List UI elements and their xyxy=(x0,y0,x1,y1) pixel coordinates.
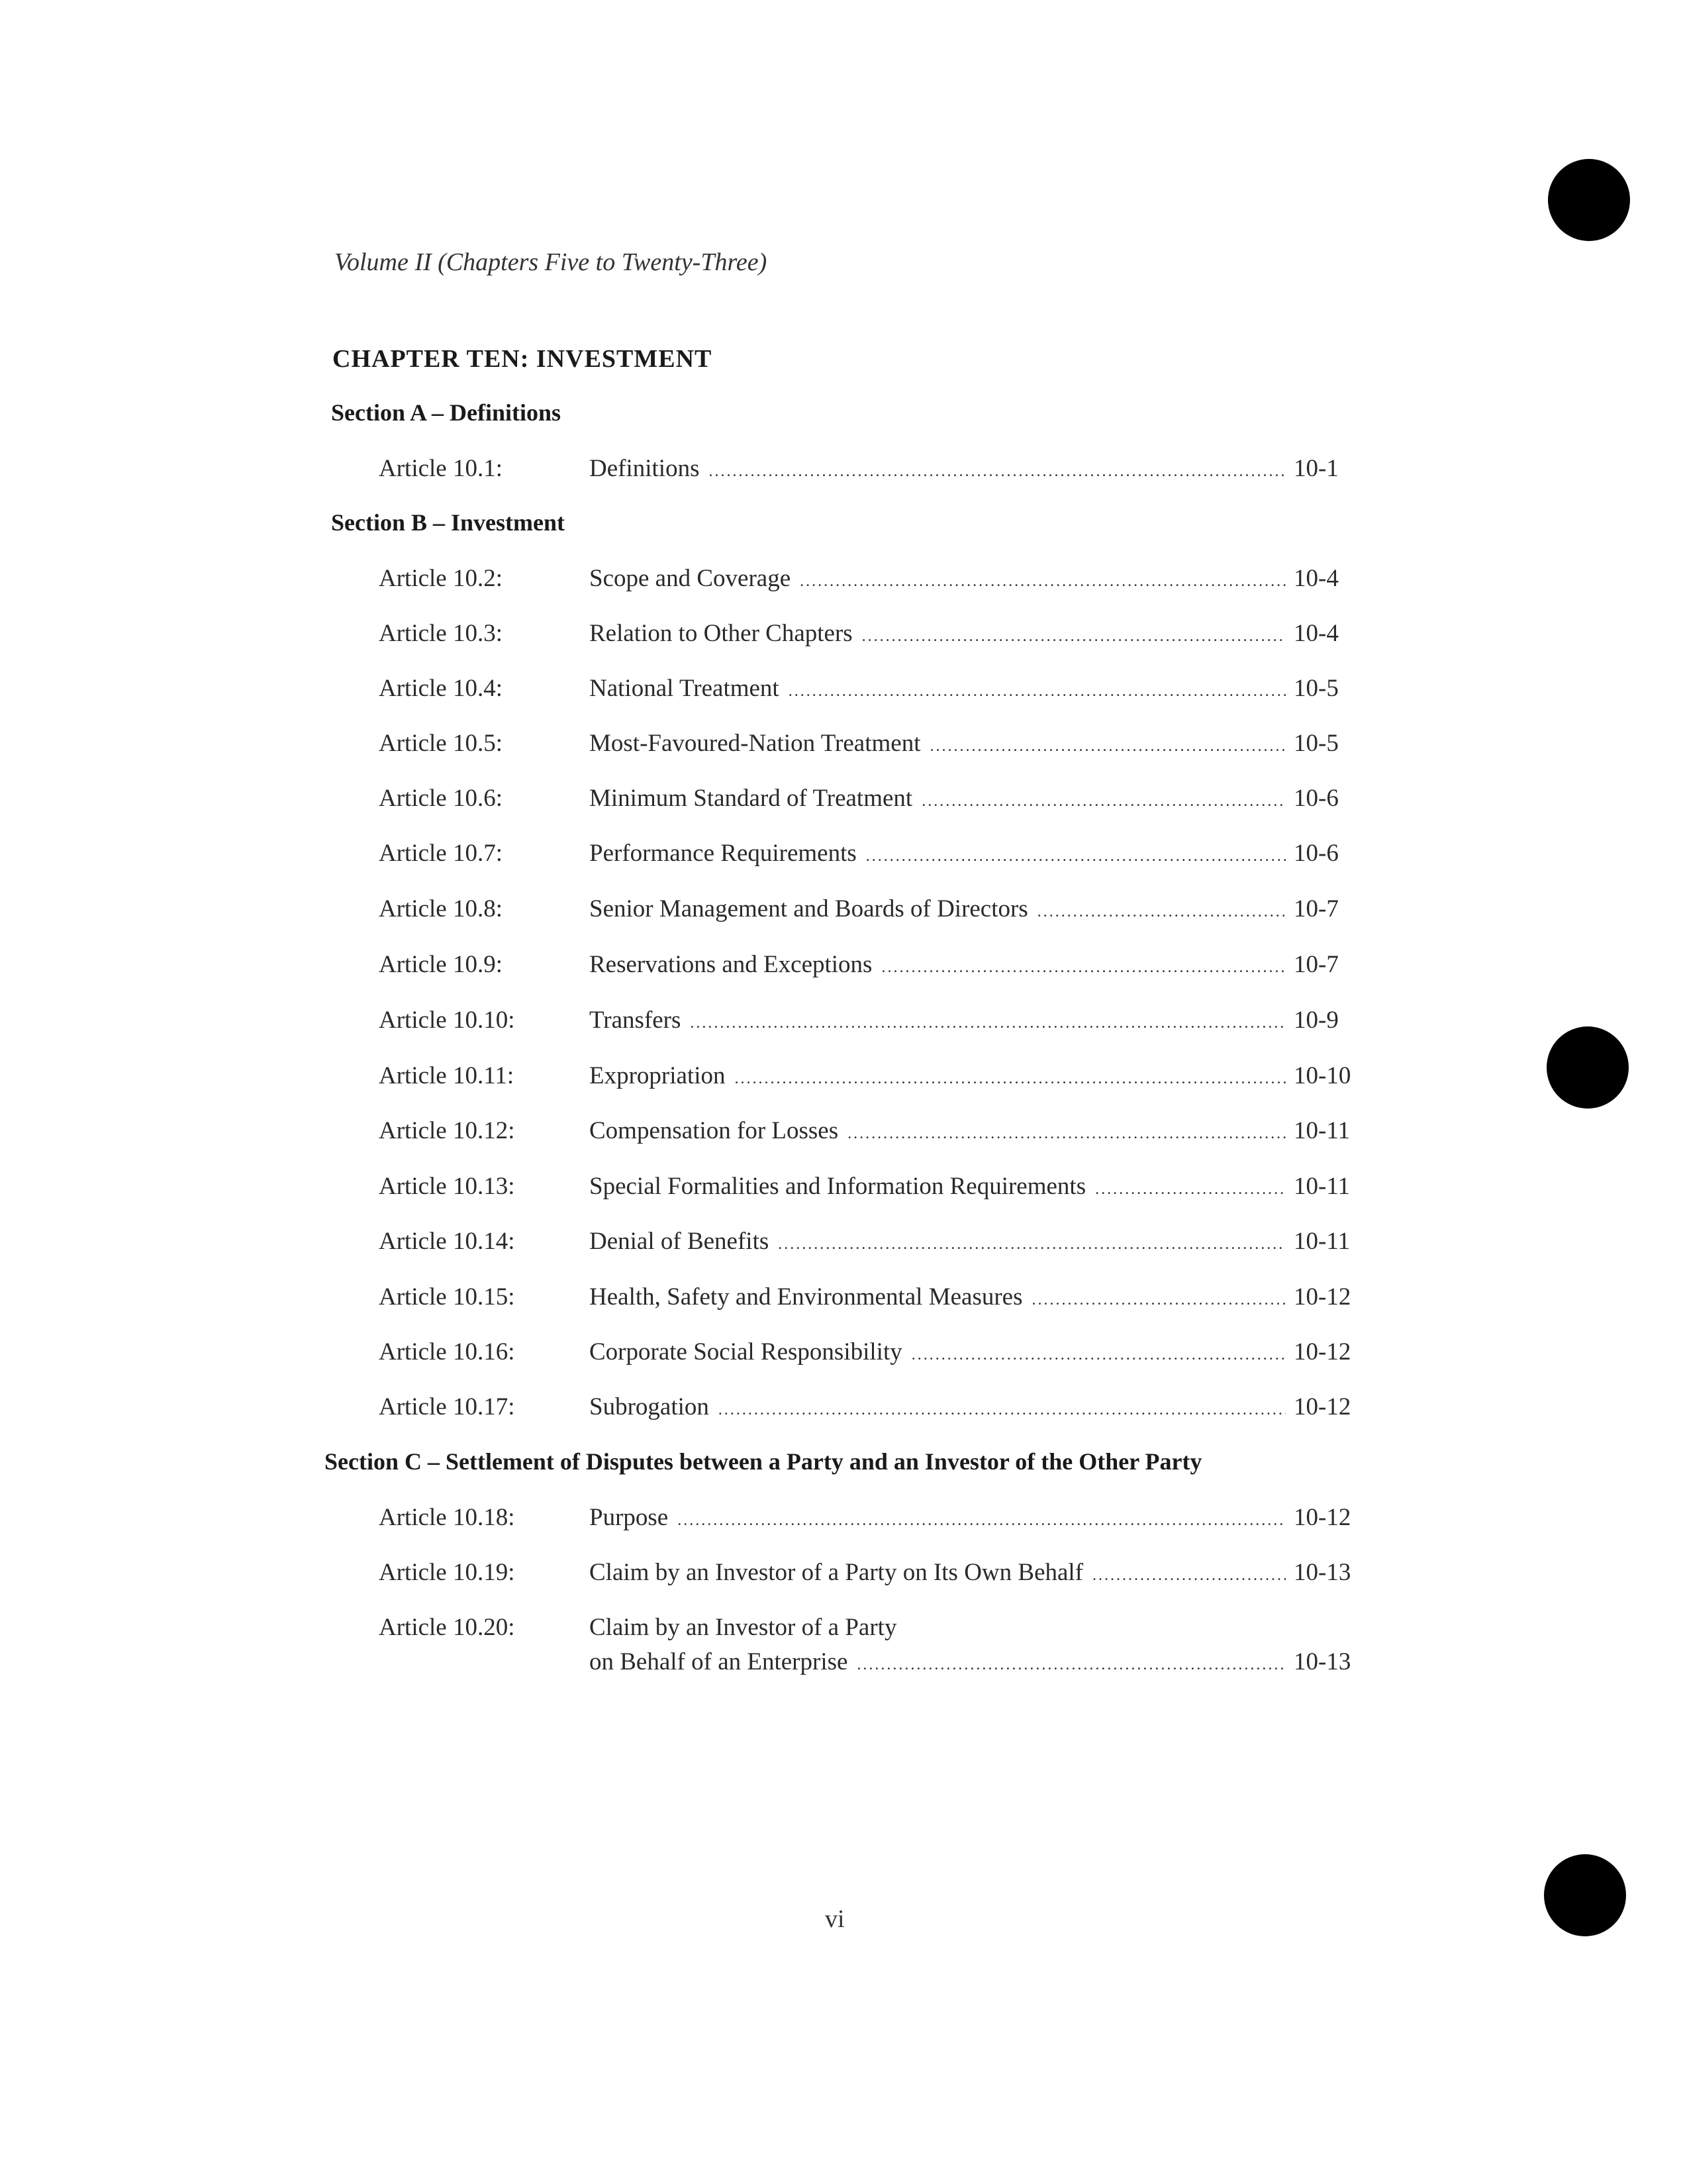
article-title: Scope and Coverage xyxy=(589,565,791,592)
article-title: Transfers xyxy=(589,1007,681,1034)
toc-row xyxy=(0,1117,1683,1150)
article-title: on Behalf of an Enterprise xyxy=(589,1648,848,1675)
toc-row xyxy=(0,674,1683,707)
page-reference: 10-10 xyxy=(1294,1062,1351,1089)
dot-leader xyxy=(1037,903,1286,921)
chapter-heading: CHAPTER TEN: INVESTMENT xyxy=(332,345,712,373)
article-title: Relation to Other Chapters xyxy=(589,620,853,647)
article-number: Article 10.2: xyxy=(379,565,503,592)
article-number: Article 10.6: xyxy=(379,785,503,812)
article-title: Claim by an Investor of a Party on Its Own Behalf xyxy=(589,1559,1084,1586)
section-heading-c: Section C – Settlement of Disputes between a Party and an Investor of the Other Party xyxy=(324,1448,1202,1475)
article-title: Minimum Standard of Treatment xyxy=(589,785,913,812)
dot-leader xyxy=(847,1125,1286,1143)
article-title: Denial of Benefits xyxy=(589,1228,769,1255)
article-number: Article 10.7: xyxy=(379,840,503,867)
page-reference: 10-6 xyxy=(1294,785,1339,812)
article-title: Senior Management and Boards of Directors xyxy=(589,895,1028,922)
page-reference: 10-12 xyxy=(1294,1338,1351,1365)
toc-row xyxy=(0,1558,1683,1591)
dot-leader xyxy=(1032,1291,1286,1309)
article-title: National Treatment xyxy=(589,675,779,702)
article-title: Health, Safety and Environmental Measures xyxy=(589,1283,1023,1311)
dot-leader xyxy=(912,1346,1286,1364)
page-reference: 10-12 xyxy=(1294,1504,1351,1531)
page-reference: 10-11 xyxy=(1294,1228,1350,1255)
dot-leader xyxy=(857,1656,1286,1674)
dot-leader xyxy=(800,573,1286,591)
dot-leader xyxy=(778,1236,1286,1254)
dot-leader xyxy=(708,463,1286,481)
article-number: Article 10.4: xyxy=(379,675,503,702)
article-title: Performance Requirements xyxy=(589,840,857,867)
page-reference: 10-13 xyxy=(1294,1559,1351,1586)
article-number: Article 10.12: xyxy=(379,1117,515,1144)
article-title: Compensation for Losses xyxy=(589,1117,839,1144)
article-number: Article 10.16: xyxy=(379,1338,515,1365)
article-title: Expropriation xyxy=(589,1062,726,1089)
article-title: Subrogation xyxy=(589,1393,709,1420)
toc-row xyxy=(0,729,1683,762)
page-number: vi xyxy=(825,1905,845,1933)
article-number: Article 10.11: xyxy=(379,1062,514,1089)
binder-hole-bottom xyxy=(1544,1854,1626,1936)
article-title: Definitions xyxy=(589,455,700,482)
article-number: Article 10.8: xyxy=(379,895,503,922)
dot-leader xyxy=(922,793,1286,811)
toc-row xyxy=(0,564,1683,597)
toc-row xyxy=(0,1227,1683,1260)
dot-leader xyxy=(690,1015,1286,1032)
toc-row xyxy=(0,839,1683,872)
toc-row xyxy=(0,1503,1683,1536)
dot-leader xyxy=(1095,1181,1286,1199)
toc-row xyxy=(0,454,1683,487)
article-number: Article 10.1: xyxy=(379,455,503,482)
page-reference: 10-12 xyxy=(1294,1283,1351,1311)
article-number: Article 10.18: xyxy=(379,1504,515,1531)
binder-hole-top xyxy=(1548,159,1630,241)
page-reference: 10-13 xyxy=(1294,1648,1351,1675)
dot-leader xyxy=(862,628,1286,646)
article-number: Article 10.19: xyxy=(379,1559,515,1586)
dot-leader xyxy=(1092,1567,1286,1585)
volume-heading: Volume II (Chapters Five to Twenty-Three) xyxy=(334,248,767,276)
toc-row xyxy=(0,1062,1683,1095)
page-reference: 10-12 xyxy=(1294,1393,1351,1420)
toc-row xyxy=(0,1172,1683,1205)
dot-leader xyxy=(866,848,1286,866)
dot-leader xyxy=(789,683,1286,701)
article-number: Article 10.14: xyxy=(379,1228,515,1255)
page-reference: 10-11 xyxy=(1294,1173,1350,1200)
section-heading-b: Section B – Investment xyxy=(331,509,565,536)
page-reference: 10-1 xyxy=(1294,455,1339,482)
article-title: Reservations and Exceptions xyxy=(589,951,873,978)
article-number: Article 10.3: xyxy=(379,620,503,647)
toc-row xyxy=(0,784,1683,817)
article-number: Article 10.17: xyxy=(379,1393,515,1420)
toc-row xyxy=(0,950,1683,983)
page-reference: 10-4 xyxy=(1294,565,1339,592)
dot-leader xyxy=(718,1401,1286,1419)
article-number: Article 10.13: xyxy=(379,1173,515,1200)
page-reference: 10-5 xyxy=(1294,675,1339,702)
article-title: Most-Favoured-Nation Treatment xyxy=(589,730,921,757)
toc-row xyxy=(0,1393,1683,1426)
page-reference: 10-4 xyxy=(1294,620,1339,647)
dot-leader xyxy=(930,738,1286,756)
toc-row xyxy=(0,1006,1683,1039)
dot-leader xyxy=(677,1512,1286,1530)
section-heading-a: Section A – Definitions xyxy=(331,399,561,426)
toc-row xyxy=(0,895,1683,928)
article-number: Article 10.15: xyxy=(379,1283,515,1311)
article-number: Article 10.5: xyxy=(379,730,503,757)
toc-row xyxy=(0,1613,1683,1679)
dot-leader xyxy=(735,1070,1286,1088)
dot-leader xyxy=(881,959,1286,977)
article-title-line1: Claim by an Investor of a Party xyxy=(589,1614,897,1641)
page-reference: 10-7 xyxy=(1294,951,1339,978)
page-reference: 10-7 xyxy=(1294,895,1339,922)
article-title: Special Formalities and Information Requirements xyxy=(589,1173,1086,1200)
article-title: Corporate Social Responsibility xyxy=(589,1338,902,1365)
page-reference: 10-5 xyxy=(1294,730,1339,757)
page-reference: 10-9 xyxy=(1294,1007,1339,1034)
article-number: Article 10.20: xyxy=(379,1614,515,1641)
toc-row xyxy=(0,1338,1683,1371)
page-reference: 10-11 xyxy=(1294,1117,1350,1144)
article-title: Purpose xyxy=(589,1504,669,1531)
article-number: Article 10.9: xyxy=(379,951,503,978)
toc-row xyxy=(0,1283,1683,1316)
toc-row xyxy=(0,619,1683,652)
page-reference: 10-6 xyxy=(1294,840,1339,867)
article-number: Article 10.10: xyxy=(379,1007,515,1034)
